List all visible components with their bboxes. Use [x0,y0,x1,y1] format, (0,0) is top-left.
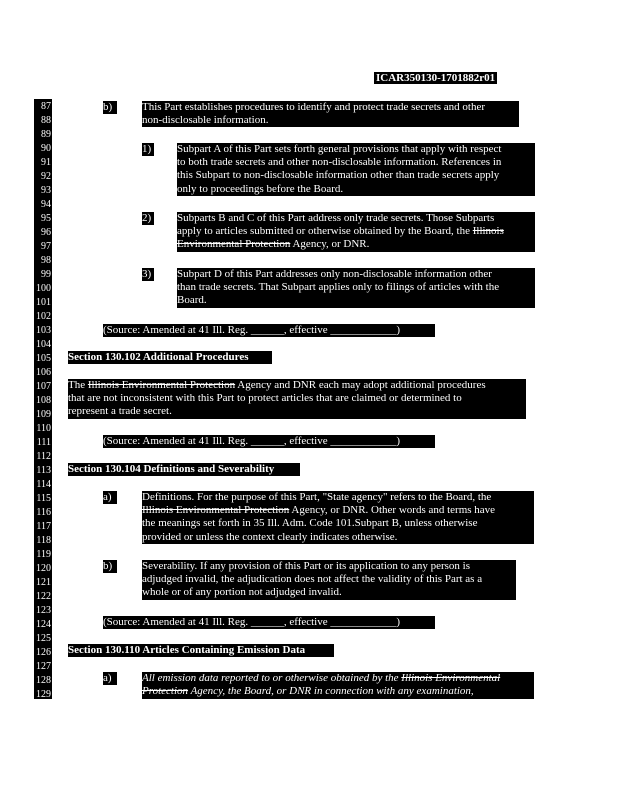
line-number: 91 [41,157,51,168]
item-label: 2) [142,212,154,225]
line-number: 95 [41,213,51,224]
line-number: 112 [36,451,51,462]
line-number: 122 [36,591,51,602]
paragraph-110-a [142,672,534,699]
line-number: 110 [36,423,51,434]
line-number: 105 [36,353,51,364]
text-line: apply to articles submitted or otherwise obtained by the Board, the Illinois [177,225,504,238]
line-number: 100 [36,283,51,294]
item-label: 3) [142,268,154,281]
text-line: Board. [177,294,207,307]
text-line: to both trade secrets and other non-disclosable information. References in [177,156,502,169]
paragraph-b [142,101,519,127]
text-line: Illinois Environmental Protection Agency, or DNR. Other words and terms have [142,504,496,517]
text-line: Environmental Protection Agency, or DNR. [177,238,370,251]
line-number: 89 [41,129,51,140]
line-number: 97 [41,241,51,252]
section-title: Section 130.104 Definitions and Severability [68,463,300,476]
text-line: Subpart D of this Part addresses only non-disclosable information other [177,268,492,280]
line-number: 102 [36,311,51,322]
document-header: ICAR350130-1701882r01 [376,72,496,84]
item-label: a) [103,491,117,504]
text-line: whole or of any portion not adjudged invalid. [142,586,342,599]
section-title: Section 130.110 Articles Containing Emission Data [68,644,334,657]
deleted-text: Illinois Environmental Protection [87,379,236,391]
line-number: 96 [41,227,51,238]
line-number: 87 [41,101,51,112]
line-number: 119 [36,549,51,560]
paragraph-2 [177,212,535,252]
paragraph-104-a [142,491,534,544]
line-number: 118 [36,535,51,546]
line-number: 98 [41,255,51,266]
paragraph-1 [177,143,535,196]
line-number: 108 [36,395,51,406]
line-number: 92 [41,171,51,182]
line-number: 128 [36,675,51,686]
line-number: 129 [36,689,51,700]
line-number: 109 [36,409,51,420]
paragraph-3 [177,268,535,308]
deleted-text: Illinois Environmental Protection [142,504,290,517]
deleted-text: Illinois [472,225,504,238]
line-number: 93 [41,185,51,196]
paragraph-102 [68,379,526,419]
text-line: This Part establishes procedures to identify and protect trade secrets and other [142,101,486,113]
text-line: that are not inconsistent with this Part to protect articles that are claimed or determined to [68,392,462,405]
line-number: 111 [36,437,51,448]
item-label: b) [103,560,117,573]
line-number: 94 [41,199,51,210]
deleted-text: Illinois Environmental [401,672,501,684]
line-number: 101 [36,297,51,308]
text-line: Protection Agency, the Board, or DNR in connection with any examination, [142,685,474,698]
text-line: Severability. If any provision of this Part or its application to any person is [142,560,471,572]
line-number: 107 [36,381,51,392]
text-line: only to proceedings before the Board. [177,182,344,195]
line-number: 116 [36,507,51,518]
deleted-text: Environmental Protection [177,238,291,251]
source-note: (Source: Amended at 41 Ill. Reg. ______, effective ____________) [103,435,435,448]
line-number: 103 [36,325,51,336]
line-number: 99 [41,269,51,280]
text-line: represent a trade secret. [68,405,172,418]
text-line: Definitions. For the purpose of this Part, "State agency" refers to the Board, the [142,491,492,503]
line-number: 126 [36,647,51,658]
line-number: 106 [36,367,51,378]
line-number: 123 [36,605,51,616]
text-line: adjudged invalid, the adjudication does not affect the validity of this Part as a [142,573,483,586]
item-label: b) [103,101,117,114]
line-number: 120 [36,563,51,574]
item-label: a) [103,672,117,685]
text-line: the meanings set forth in 35 Ill. Adm. Code 101.Subpart B, unless otherwise [142,517,478,530]
text-line: provided or unless the context clearly indicates otherwise. [142,530,398,543]
item-label: 1) [142,143,154,156]
text-line: Subparts B and C of this Part address only trade secrets. Those Subparts [177,212,495,224]
section-title: Section 130.102 Additional Procedures [68,351,272,364]
line-number: 127 [36,661,51,672]
line-number: 115 [36,493,51,504]
line-number: 124 [36,619,51,630]
text-line: The Illinois Environmental Protection Agency and DNR each may adopt additional procedures [68,379,486,391]
text-line: Subpart A of this Part sets forth general provisions that apply with respect [177,143,502,155]
source-note: (Source: Amended at 41 Ill. Reg. ______, effective ____________) [103,616,435,629]
text-line: non-disclosable information. [142,114,269,127]
line-number: 113 [36,465,51,476]
line-number: 104 [36,339,51,350]
paragraph-104-b [142,560,516,600]
line-number: 114 [36,479,51,490]
line-number: 117 [36,521,51,532]
line-number: 90 [41,143,51,154]
line-number: 125 [36,633,51,644]
text-line: this Subpart to non-disclosable information other than trade secrets apply [177,169,500,182]
line-number: 88 [41,115,51,126]
text-line: All emission data reported to or otherwise obtained by the Illinois Environmental [142,672,501,684]
line-number: 121 [36,577,51,588]
text-line: than trade secrets. That Subpart applies only to filings of articles with the [177,281,500,294]
deleted-text: Protection [142,685,189,698]
source-note: (Source: Amended at 41 Ill. Reg. ______, effective ____________) [103,324,435,337]
